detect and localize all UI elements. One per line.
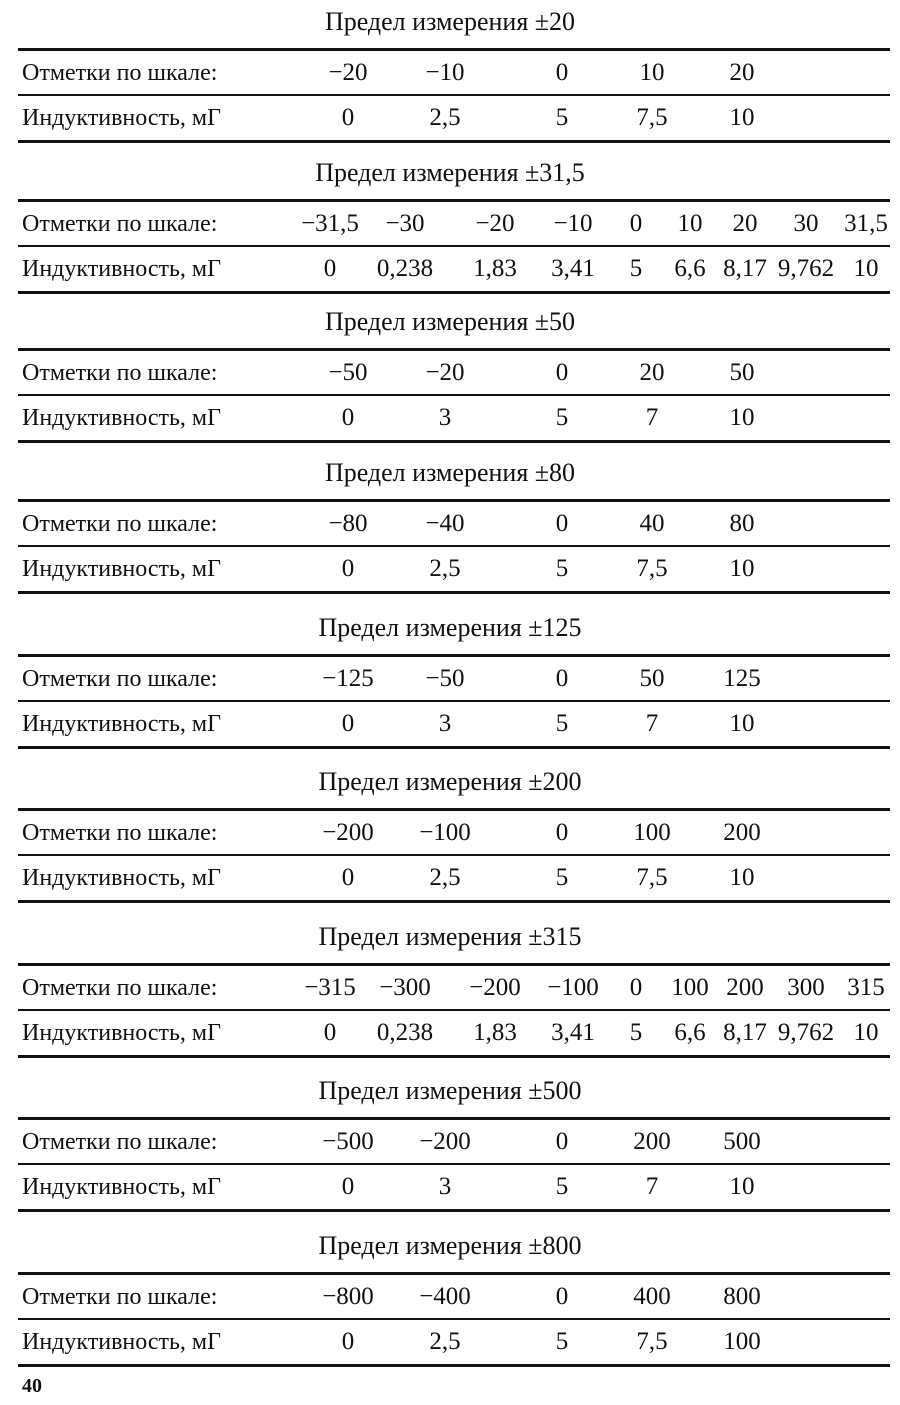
inductance-value: 0 [341,1328,355,1355]
scale-mark: 40 [639,510,665,537]
inductance-value: 6,6 [674,1019,706,1046]
scale-mark: −30 [385,210,425,237]
table-rule-bot [18,746,890,749]
inductance-label: Индуктивность, мГ [22,1329,221,1355]
inductance-value: 5 [555,710,569,737]
scale-mark: 10 [677,210,703,237]
table-rule-bot [18,900,890,903]
inductance-value: 5 [629,255,643,282]
inductance-value: 0 [341,404,355,431]
inductance-label: Индуктивность, мГ [22,1174,221,1200]
scale-mark: −50 [328,359,368,386]
scale-mark: −125 [322,665,374,692]
inductance-value: 5 [629,1019,643,1046]
inductance-value: 10 [853,255,879,282]
scale-mark: 50 [639,665,665,692]
measurement-range-table [0,760,900,910]
scale-marks-row [0,502,900,546]
inductance-value: 7,5 [636,1328,668,1355]
inductance-row [0,856,900,900]
inductance-row [0,547,900,591]
inductance-value: 0 [323,255,337,282]
scale-marks-label: Отметки по шкале: [22,975,218,1001]
scale-marks-label: Отметки по шкале: [22,511,218,537]
scale-mark: −100 [419,819,471,846]
table-rule-bot [18,140,890,143]
inductance-value: 2,5 [429,1328,461,1355]
range-caption: Предел измерения ±800 [318,1231,582,1260]
scale-mark: −80 [328,510,368,537]
inductance-value: 8,17 [723,1019,767,1046]
measurement-range-table [0,1069,900,1219]
scale-mark: 100 [633,819,671,846]
inductance-label: Индуктивность, мГ [22,865,221,891]
inductance-value: 6,6 [674,255,706,282]
scale-mark: 20 [732,210,758,237]
scale-mark: 30 [793,210,819,237]
inductance-value: 3 [438,404,452,431]
scale-marks-label: Отметки по шкале: [22,666,218,692]
scale-mark: −10 [553,210,593,237]
inductance-row [0,702,900,746]
range-caption: Предел измерения ±80 [324,458,576,487]
inductance-value: 0 [341,1173,355,1200]
scale-mark: 10 [639,59,665,86]
inductance-row [0,396,900,440]
scale-mark: 20 [729,59,755,86]
scale-mark: 31,5 [844,210,888,237]
scale-mark: 0 [629,974,643,1001]
inductance-value: 7 [645,710,659,737]
inductance-value: 9,762 [777,1019,835,1046]
scale-mark: −500 [322,1128,374,1155]
scale-mark: 0 [555,665,569,692]
inductance-row [0,1011,900,1055]
scale-mark: −100 [547,974,599,1001]
scale-mark: −31,5 [301,210,359,237]
scale-mark: −20 [475,210,515,237]
scale-mark: 0 [555,1283,569,1310]
measurement-range-table [0,0,900,150]
inductance-value: 8,17 [723,255,767,282]
scale-mark: 200 [723,819,761,846]
scale-marks-row [0,657,900,701]
inductance-label: Индуктивность, мГ [22,556,221,582]
range-caption: Предел измерения ±500 [318,1076,582,1105]
scale-mark: 400 [633,1283,671,1310]
inductance-value: 7,5 [636,104,668,131]
range-caption: Предел измерения ±125 [318,613,582,642]
inductance-value: 2,5 [429,555,461,582]
inductance-label: Индуктивность, мГ [22,256,221,282]
scale-marks-row [0,1120,900,1164]
measurement-range-table [0,606,900,756]
scale-marks-row [0,1275,900,1319]
scale-mark: −10 [425,59,465,86]
inductance-value: 2,5 [429,864,461,891]
inductance-row [0,1165,900,1209]
scale-marks-label: Отметки по шкале: [22,60,218,86]
range-caption: Предел измерения ±20 [324,7,576,36]
inductance-value: 10 [729,104,755,131]
inductance-value: 7 [645,404,659,431]
table-rule-bot [18,591,890,594]
scale-marks-row [0,51,900,95]
scale-mark: 800 [723,1283,761,1310]
inductance-value: 5 [555,104,569,131]
inductance-value: 0 [341,104,355,131]
scale-mark: 0 [555,1128,569,1155]
scale-mark: 100 [671,974,709,1001]
measurement-range-table [0,151,900,301]
scale-mark: −200 [322,819,374,846]
inductance-row [0,247,900,291]
inductance-value: 10 [729,864,755,891]
inductance-value: 10 [729,404,755,431]
inductance-value: 10 [729,710,755,737]
scale-mark: 50 [729,359,755,386]
inductance-value: 3,41 [551,1019,595,1046]
range-caption: Предел измерения ±315 [318,922,582,951]
inductance-value: 1,83 [473,255,517,282]
scale-mark: 0 [555,59,569,86]
measurement-range-table [0,1224,900,1374]
scale-mark: 80 [729,510,755,537]
scale-marks-row [0,811,900,855]
scale-mark: 315 [847,974,885,1001]
scale-mark: −300 [379,974,431,1001]
scale-mark: −20 [328,59,368,86]
inductance-value: 10 [729,1173,755,1200]
inductance-value: 0 [323,1019,337,1046]
inductance-label: Индуктивность, мГ [22,711,221,737]
scale-mark: −800 [322,1283,374,1310]
inductance-value: 5 [555,404,569,431]
inductance-value: 0,238 [376,255,434,282]
table-rule-bot [18,1055,890,1058]
inductance-label: Индуктивность, мГ [22,1020,221,1046]
scale-mark: 20 [639,359,665,386]
inductance-value: 0 [341,555,355,582]
scale-mark: 0 [555,359,569,386]
inductance-value: 7 [645,1173,659,1200]
scale-mark: −40 [425,510,465,537]
table-rule-bot [18,440,890,443]
inductance-value: 7,5 [636,555,668,582]
scale-mark: 200 [726,974,764,1001]
range-caption: Предел измерения ±200 [318,767,582,796]
scale-marks-row [0,351,900,395]
inductance-label: Индуктивность, мГ [22,405,221,431]
inductance-value: 3,41 [551,255,595,282]
scale-mark: 500 [723,1128,761,1155]
scale-mark: −200 [469,974,521,1001]
inductance-label: Индуктивность, мГ [22,105,221,131]
inductance-value: 0,238 [376,1019,434,1046]
inductance-value: 100 [723,1328,761,1355]
table-rule-bot [18,1209,890,1212]
range-caption: Предел измерения ±31,5 [315,158,585,187]
scale-mark: 0 [555,510,569,537]
inductance-value: 2,5 [429,104,461,131]
inductance-value: 5 [555,1173,569,1200]
inductance-value: 10 [729,555,755,582]
range-caption: Предел измерения ±50 [324,307,576,336]
scale-marks-label: Отметки по шкале: [22,360,218,386]
scale-mark: −20 [425,359,465,386]
inductance-value: 5 [555,555,569,582]
inductance-value: 1,83 [473,1019,517,1046]
inductance-value: 10 [853,1019,879,1046]
scale-marks-label: Отметки по шкале: [22,211,218,237]
inductance-row [0,96,900,140]
inductance-value: 7,5 [636,864,668,891]
measurement-range-table [0,451,900,601]
scale-marks-row [0,966,900,1010]
scale-mark: −50 [425,665,465,692]
inductance-value: 9,762 [777,255,835,282]
scale-marks-label: Отметки по шкале: [22,1284,218,1310]
page-number: 40 [22,1375,42,1397]
inductance-value: 5 [555,864,569,891]
inductance-value: 3 [438,1173,452,1200]
scale-mark: −400 [419,1283,471,1310]
inductance-value: 0 [341,864,355,891]
table-rule-bot [18,1364,890,1367]
scale-mark: 200 [633,1128,671,1155]
measurement-range-table [0,300,900,450]
table-rule-bot [18,291,890,294]
scale-mark: 300 [787,974,825,1001]
scale-marks-label: Отметки по шкале: [22,820,218,846]
scale-marks-row [0,202,900,246]
inductance-value: 0 [341,710,355,737]
scale-mark: −315 [304,974,356,1001]
scale-mark: −200 [419,1128,471,1155]
scale-marks-label: Отметки по шкале: [22,1129,218,1155]
scale-mark: 0 [629,210,643,237]
scale-mark: 0 [555,819,569,846]
inductance-value: 5 [555,1328,569,1355]
inductance-value: 3 [438,710,452,737]
scale-mark: 125 [723,665,761,692]
inductance-row [0,1320,900,1364]
measurement-range-table [0,915,900,1065]
